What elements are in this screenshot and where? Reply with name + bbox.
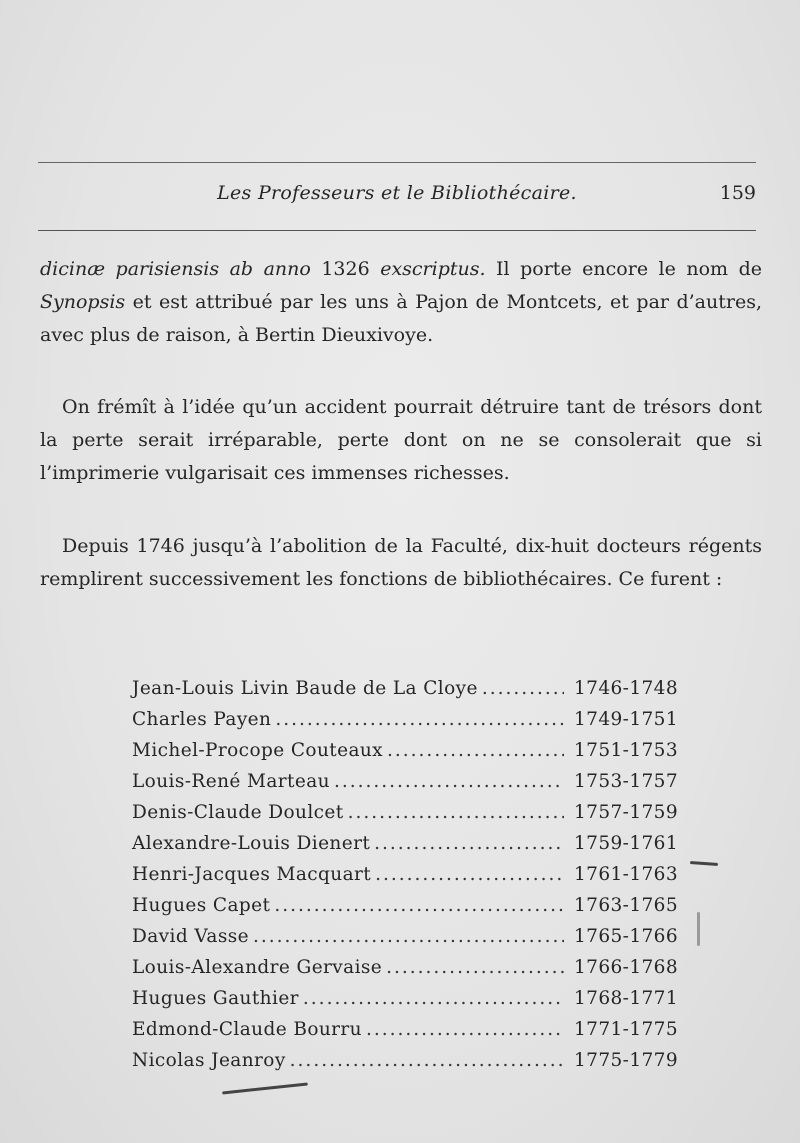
- librarian-years: 1771-1775: [573, 1019, 678, 1040]
- librarian-years: 1763-1765: [573, 895, 678, 916]
- list-item: [132, 740, 692, 771]
- list-item: [132, 988, 692, 1019]
- leader-dots: [290, 1050, 564, 1071]
- list-item: [132, 709, 692, 740]
- librarian-name: Alexandre-Louis Dienert: [132, 833, 371, 854]
- librarian-name: Edmond-Claude Bourru: [132, 1019, 362, 1040]
- page-number: 159: [719, 182, 756, 204]
- leader-dots: [386, 957, 564, 978]
- header-top-rule: [38, 162, 756, 163]
- librarian-years: 1766-1768: [573, 957, 678, 978]
- latin-anno: anno: [263, 258, 311, 280]
- librarian-years: 1746-1748: [573, 678, 678, 699]
- latin-year: 1326: [321, 258, 370, 280]
- list-item: [132, 802, 692, 833]
- list-item: [132, 957, 692, 988]
- librarian-years: 1775-1779: [573, 1050, 678, 1071]
- librarian-years: 1765-1766: [573, 926, 678, 947]
- leader-dots: [375, 864, 564, 885]
- header-bottom-rule: [38, 230, 756, 231]
- leader-dots: [274, 895, 564, 916]
- latin-ab: ab: [229, 258, 254, 280]
- paragraph-text: et est attribué par les uns à Pajon de Montcets, et par d’autres, avec plus de raison, à Bertin Dieuxivoye.: [40, 291, 762, 346]
- list-item: [132, 895, 692, 926]
- librarian-years: 1761-1763: [573, 864, 678, 885]
- list-item: [132, 678, 692, 709]
- librarian-years: 1768-1771: [573, 988, 678, 1009]
- librarian-years: 1759-1761: [573, 833, 678, 854]
- librarian-years: 1757-1759: [573, 802, 678, 823]
- pen-mark: [697, 912, 700, 946]
- librarian-list: [132, 678, 692, 1081]
- paragraph-librarians-intro: Depuis 1746 jusqu’à l’abolition de la Faculté, dix-huit docteurs régents remplirent successivement les fonctions de bibliothécaires. Ce furent :: [40, 535, 762, 590]
- leader-dots: [348, 802, 564, 823]
- list-item: [132, 833, 692, 864]
- list-item: [132, 1050, 692, 1081]
- leader-dots: [366, 1019, 564, 1040]
- synopsis-title: Synopsis: [40, 291, 126, 313]
- leader-dots: [253, 926, 564, 947]
- librarian-name: Michel-Procope Couteaux: [132, 740, 384, 761]
- librarian-name: Nicolas Jeanroy: [132, 1050, 286, 1071]
- librarian-name: Charles Payen: [132, 709, 272, 730]
- running-title: Les Professeurs et le Bibliothécaire.: [217, 182, 577, 204]
- leader-dots: [334, 771, 564, 792]
- pen-mark: [690, 861, 718, 866]
- list-item: [132, 926, 692, 957]
- latin-exscriptus: exscriptus.: [380, 258, 486, 280]
- leader-dots: [374, 833, 564, 854]
- leader-dots: [387, 740, 564, 761]
- librarian-years: 1749-1751: [573, 709, 678, 730]
- librarian-name: Louis-Alexandre Gervaise: [132, 957, 383, 978]
- pen-mark: [222, 1083, 308, 1095]
- list-item: [132, 864, 692, 895]
- librarian-name: Henri-Jacques Macquart: [132, 864, 372, 885]
- paragraph-text: Il porte encore le nom de: [485, 258, 762, 280]
- librarian-name: Louis-René Marteau: [132, 771, 330, 792]
- leader-dots: [482, 678, 564, 699]
- running-head: [38, 182, 756, 212]
- leader-dots: [275, 709, 564, 730]
- list-item: [132, 1019, 692, 1050]
- librarian-name: Jean-Louis Livin Baude de La Cloye: [132, 678, 478, 699]
- librarian-years: 1753-1757: [573, 771, 678, 792]
- librarian-name: David Vasse: [132, 926, 249, 947]
- paragraph-treasures: On frémît à l’idée qu’un accident pourrait détruire tant de trésors dont la perte serait irréparable, perte dont on ne se consolerait que si l’imprimerie vulgarisait ces immenses richesses.: [40, 396, 762, 484]
- librarian-name: Hugues Gauthier: [132, 988, 299, 1009]
- paragraph-continuation: [40, 253, 762, 352]
- list-item: [132, 771, 692, 802]
- librarian-name: Denis-Claude Doulcet: [132, 802, 344, 823]
- latin-phrase: dicinæ parisiensis: [40, 258, 220, 280]
- librarian-years: 1751-1753: [573, 740, 678, 761]
- leader-dots: [303, 988, 564, 1009]
- librarian-name: Hugues Capet: [132, 895, 271, 916]
